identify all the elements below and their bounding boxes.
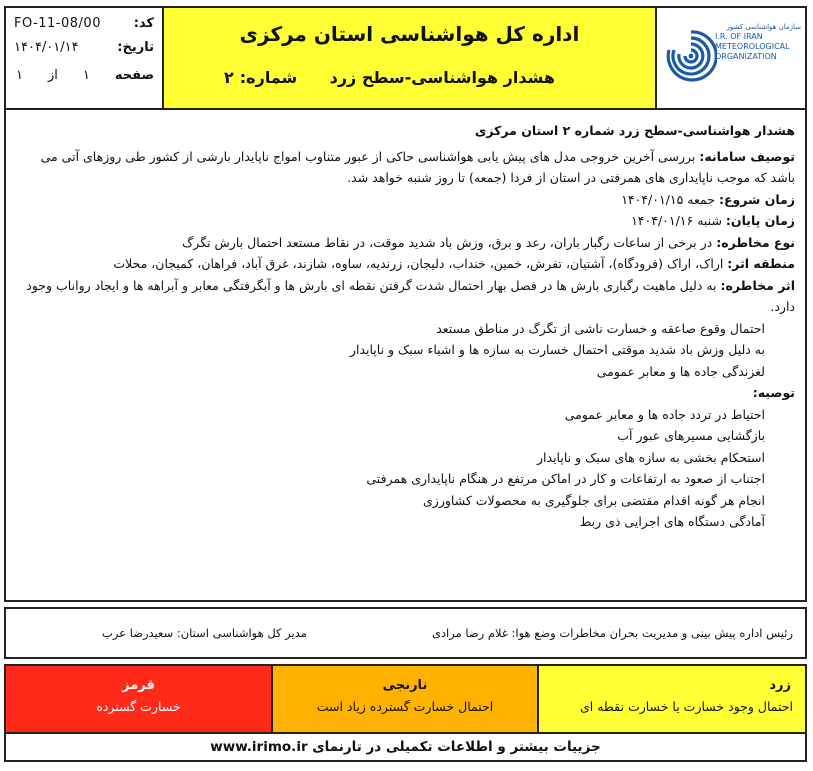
warning-headline: هشدار هواشناسی-سطح زرد شماره ۲ استان مرکزی [474,123,795,138]
title-panel [164,8,657,108]
system-description [20,146,795,189]
page-indicator [16,68,154,83]
hazard-effect-item: احتمال وقوع صاعقه و خسارت ناشی از تگرگ در مناطق مستعد [436,320,765,336]
level-description: احتمال وجود خسارت یا خسارت نقطه ای [579,699,793,714]
logo-panel [657,8,805,108]
page-of-label: از [47,68,58,83]
page-number: ۱ [82,68,90,83]
level-yellow [539,666,805,732]
level-description: خسارت گسترده [96,699,181,714]
advice-item: استحکام بخشی به سازه های سبک و ناپایدار [537,449,765,465]
end-time-label: زمان پایان: [725,213,795,228]
logo-line-3: ORGANIZATION [715,52,777,61]
warning-body [4,110,807,602]
end-time [20,210,795,232]
document-meta [6,8,164,108]
start-time [20,189,795,211]
warning-levels-legend [4,664,807,734]
forecast-head-signature: رئیس اداره پیش بینی و مدیریت بحران مخاطرات وضع هوا: غلام رضا مرادی [431,626,793,640]
system-description-label: توصیف سامانه: [699,148,795,164]
hazard-effect-label: اثر مخاطره: [720,277,795,293]
page-label: صفحه [114,68,154,83]
hazard-type-label: نوع مخاطره: [716,234,795,250]
start-time-value: جمعه ۱۴۰۴/۰۱/۱۵ [621,191,719,207]
advice-item: اجتناب از صعود به ارتفاعات و کار در اماکن مرتفع در هنگام ناپایداری همرفتی [366,471,765,486]
meteorological-organization-logo-icon [665,20,717,96]
advice-item: آمادگی دستگاه های اجرایی ذی ربط [579,514,765,529]
level-orange [273,666,539,732]
hazard-type [20,232,795,254]
date-value: ۱۴۰۴/۰۱/۱۴ [14,40,79,55]
advice-label: توصیه: [752,385,795,400]
number-label: شماره: [239,68,298,87]
level-name: زرد [769,678,791,693]
director-signature: مدیر کل هواشناسی استان: سعیدرضا عرب [102,626,307,640]
affected-area-label: منطقه اثر: [727,256,795,271]
document-header [4,6,807,110]
affected-area-value: اراک، اراک (فرودگاه)، آشتیان، تفرش، خمین، خنداب، دلیجان، زرندیه، ساوه، شازند، غرق آباد، فراهان، کمیجان، محلات [113,256,728,271]
hazard-type-value: در برخی از ساعات رگبار باران، رعد و برق، وزش باد شدید موقت، در نقاط مستعد احتمال بارش تگرگ [182,234,717,250]
warning-level-subtitle: هشدار هواشناسی-سطح زرد [329,68,555,87]
advice-item: احتیاط در تردد جاده ها و معابر عمومی [564,406,765,422]
level-name: قرمز [122,678,155,693]
logo-fa-text: سازمان هواشناسی کشور [726,23,801,31]
hazard-effect-item: لغزندگی جاده ها و معابر عمومی [596,363,765,379]
hazard-effect-item: به دلیل ماهیت رگباری بارش ها در فصل بهار احتمال شدت گرفتن نقطه ای بارش ها و آبگرفتگی معابر و آبراهه ها و ایجاد رواناب وجود دارد. [26,277,795,314]
footer [4,734,807,762]
warning-number [224,68,297,87]
level-name: نارنجی [382,678,428,693]
level-red [6,666,273,732]
page-title: اداره کل هواشناسی استان مرکزی [239,22,580,46]
code-value: FO-11-08/00 [14,16,101,31]
website-link[interactable]: www.irimo.ir [210,739,308,755]
level-description: احتمال خسارت گسترده زیاد است [316,699,494,714]
logo-line-2: METEOROLOGICAL [715,42,790,51]
signature-box [4,607,807,659]
logo-line-1: I.R. OF IRAN [715,32,763,41]
number-value: ۲ [224,68,234,87]
end-time-value: شنبه ۱۴۰۴/۰۱/۱۶ [631,213,726,228]
affected-area [20,253,795,275]
hazard-effect [20,275,795,318]
code-label: کد: [133,16,154,31]
advice-item: بازگشایی مسیرهای عبور آب [617,428,765,443]
page-total: ۱ [16,68,23,83]
advice-item: انجام هر گونه اقدام مقتضی برای جلوگیری به محصولات کشاورزی [423,492,765,508]
start-time-label: زمان شروع: [718,191,795,207]
footer-text: جزییات بیشتر و اطلاعات تکمیلی در تارنمای [307,739,601,755]
hazard-effect-item: به دلیل وزش باد شدید موقتی احتمال خسارت به سازه ها و اشیاء سبک و ناپایدار [349,342,765,357]
system-description-text: بررسی آخرین خروجی مدل های پیش یابی هواشناسی حاکی از عبور متناوب امواج ناپایدار بارشی از کشور طی روزهای آتی می باشد که موجب ناپایداری های همرفتی در استان از فردا (جمعه) تا روز شنبه خواهد شد. [40,148,795,185]
date-label: تاریخ: [117,40,154,55]
logo-caption [715,22,801,62]
